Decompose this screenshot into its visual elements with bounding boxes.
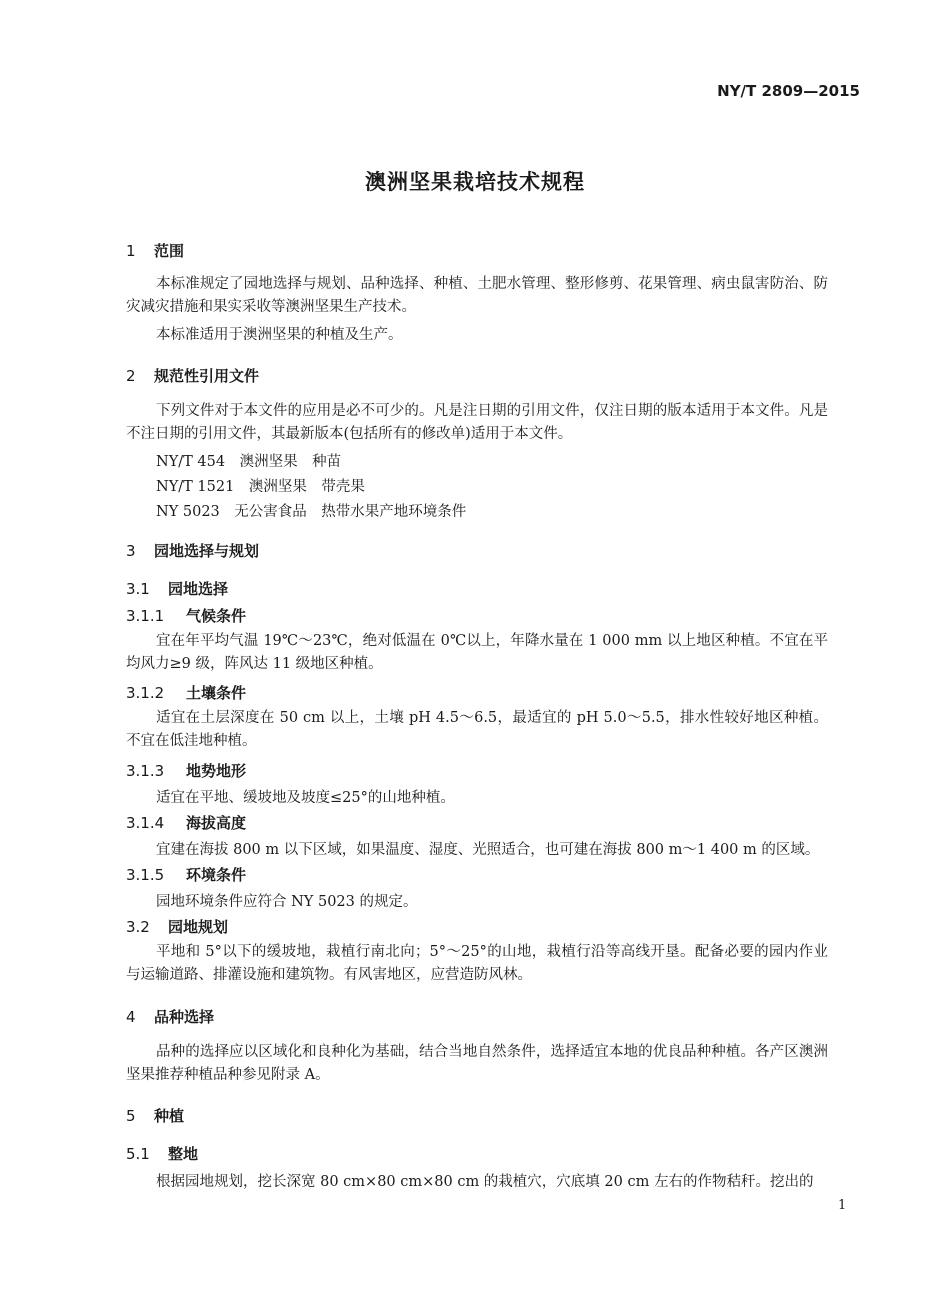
document-title: 澳洲坚果栽培技术规程: [365, 170, 585, 194]
subsection-title: 土壤条件: [186, 684, 247, 702]
subsection-number: 3.1.5: [126, 866, 165, 884]
section-title: 范围: [154, 242, 185, 260]
climate-paragraph: 宜在年平均气温 19℃～23℃，绝对低温在 0℃以上，年降水量在 1 000 mm 以上地区种植。不宜在平均风力≥9 级，阵风达 11 级地区种植。: [126, 633, 828, 672]
subsection-number: 3.1.2: [126, 684, 165, 702]
subsection-title: 园地规划: [168, 918, 229, 936]
standard-number: NY/T 2809—2015: [717, 82, 860, 100]
land-prep-paragraph: 根据园地规划，挖长深宽 80 cm×80 cm×80 cm 的栽植穴，穴底填 20 cm 左右的作物秸秆。挖出的: [156, 1174, 814, 1190]
subsection-3-2-heading: [126, 916, 228, 937]
section-number: 3: [126, 542, 136, 560]
subsection-title: 园地选择: [168, 580, 229, 598]
section-2-heading: [126, 365, 259, 386]
planning-paragraph: 平地和 5°以下的缓坡地，栽植行南北向；5°～25°的山地，栽植行沿等高线开垦。配备必要的园内作业与运输道路、排灌设施和建筑物。有风害地区，应营造防风林。: [126, 944, 828, 983]
subsection-number: 3.2: [126, 918, 150, 936]
section-number: 4: [126, 1008, 136, 1026]
section-4-heading: [126, 1006, 214, 1027]
soil-paragraph: 适宜在土层深度在 50 cm 以上，土壤 pH 4.5～6.5，最适宜的 pH 5.0～5.5，排水性较好地区种植。不宜在低洼地种植。: [126, 710, 828, 749]
altitude-paragraph: 宜建在海拔 800 m 以下区域，如果温度、湿度、光照适合，也可建在海拔 800 m～1 400 m 的区域。: [156, 842, 820, 858]
scope-paragraph-2: 本标准适用于澳洲坚果的种植及生产。: [156, 327, 403, 343]
subsection-number: 5.1: [126, 1145, 150, 1163]
section-5-heading: [126, 1105, 184, 1126]
variety-paragraph: 品种的选择应以区域化和良种化为基础，结合当地自然条件，选择适宜本地的优良品种种植。各产区澳洲坚果推荐种植品种参见附录 A。: [126, 1044, 828, 1083]
subsection-3-1-2-heading: [126, 682, 246, 703]
subsection-title: 地势地形: [186, 762, 247, 780]
reference-item: NY/T 1521 澳洲坚果 带壳果: [156, 479, 365, 495]
subsection-3-1-5-heading: [126, 864, 246, 885]
section-number: 1: [126, 242, 136, 260]
subsection-number: 3.1.4: [126, 814, 165, 832]
section-title: 规范性引用文件: [154, 367, 260, 385]
subsection-3-1-1-heading: [126, 605, 246, 626]
subsection-title: 气候条件: [186, 607, 247, 625]
reference-item: NY/T 454 澳洲坚果 种苗: [156, 454, 342, 470]
reference-item: NY 5023 无公害食品 热带水果产地环境条件: [156, 504, 467, 520]
subsection-number: 3.1.1: [126, 607, 165, 625]
section-title: 品种选择: [154, 1008, 215, 1026]
section-1-heading: [126, 240, 184, 261]
references-paragraph: 下列文件对于本文件的应用是必不可少的。凡是注日期的引用文件，仅注日期的版本适用于本文件。凡是不注日期的引用文件，其最新版本(包括所有的修改单)适用于本文件。: [126, 403, 828, 442]
section-title: 种植: [154, 1107, 185, 1125]
terrain-paragraph: 适宜在平地、缓坡地及坡度≤25°的山地种植。: [156, 790, 455, 806]
scope-paragraph-1: 本标准规定了园地选择与规划、品种选择、种植、土肥水管理、整形修剪、花果管理、病虫鼠害防治、防灾减灾措施和果实采收等澳洲坚果生产技术。: [126, 276, 828, 315]
subsection-3-1-heading: [126, 578, 228, 599]
subsection-5-1-heading: [126, 1143, 198, 1164]
subsection-title: 整地: [168, 1145, 199, 1163]
subsection-title: 海拔高度: [186, 814, 247, 832]
section-3-heading: [126, 540, 259, 561]
subsection-title: 环境条件: [186, 866, 247, 884]
page-number: 1: [838, 1198, 847, 1213]
section-number: 5: [126, 1107, 136, 1125]
subsection-3-1-3-heading: [126, 760, 246, 781]
subsection-number: 3.1: [126, 580, 150, 598]
section-title: 园地选择与规划: [154, 542, 260, 560]
subsection-number: 3.1.3: [126, 762, 165, 780]
section-number: 2: [126, 367, 136, 385]
subsection-3-1-4-heading: [126, 812, 246, 833]
environment-paragraph: 园地环境条件应符合 NY 5023 的规定。: [156, 894, 418, 910]
